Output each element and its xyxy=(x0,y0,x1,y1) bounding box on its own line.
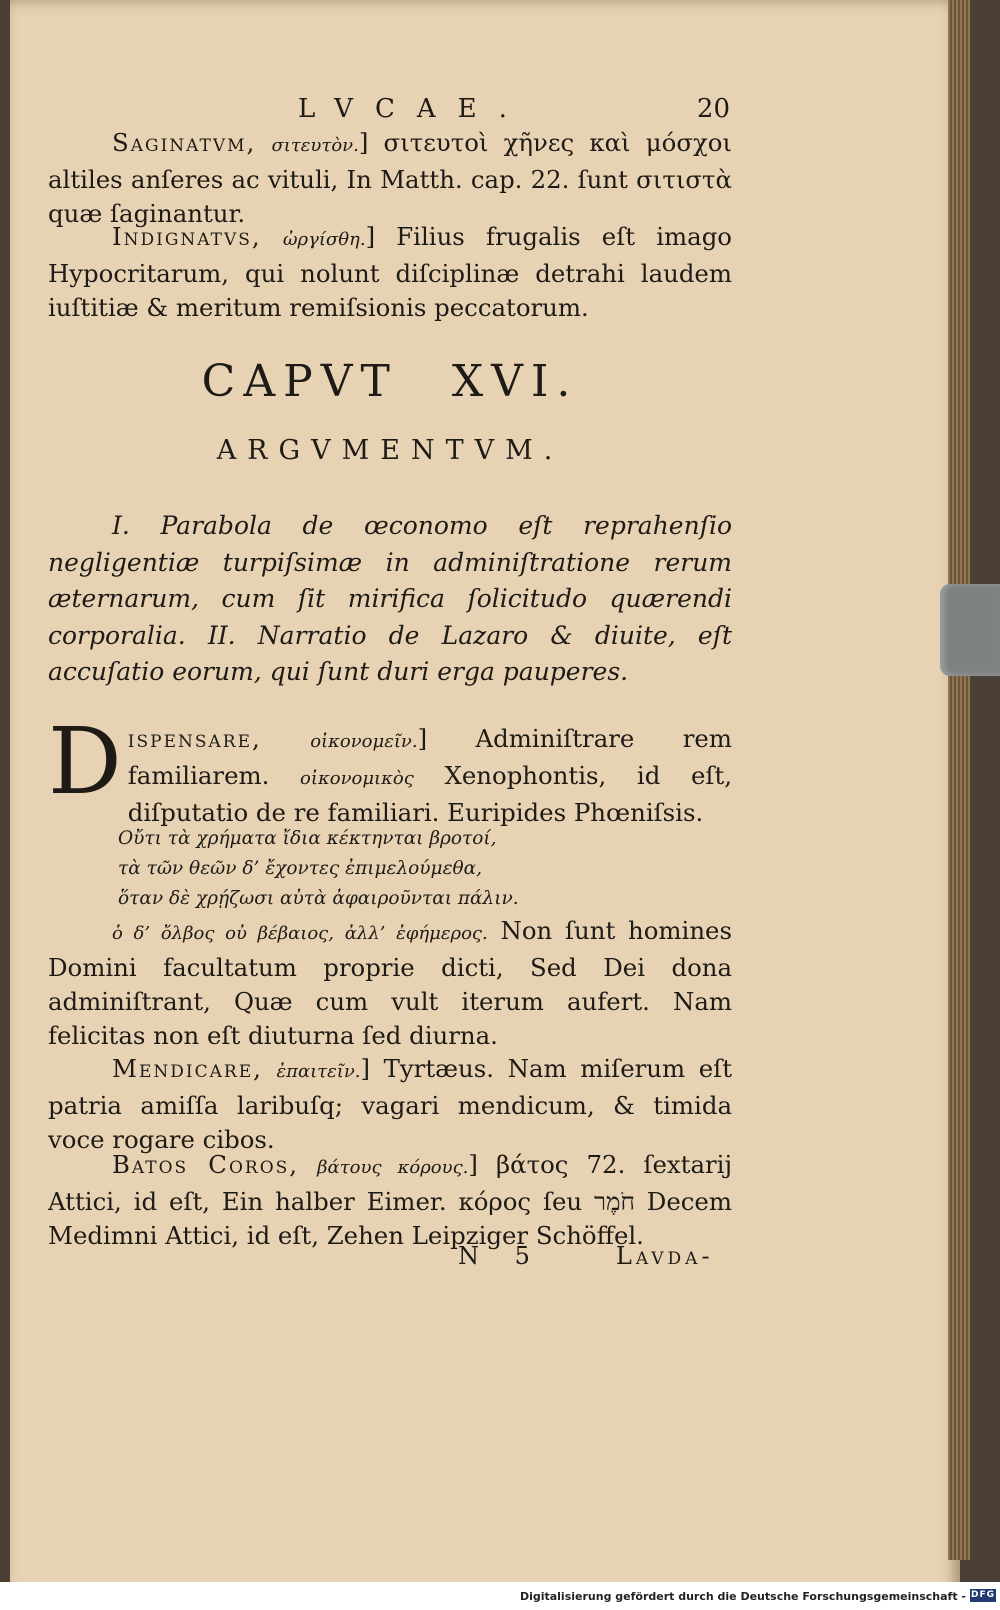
running-head xyxy=(48,94,732,124)
argument-heading: ARGVMENTVM. xyxy=(216,435,564,466)
chapter-word: CAPVT xyxy=(201,356,398,407)
paragraph-mendicare xyxy=(48,1052,732,1157)
paragraph-text: ] Tyrtæus. Nam miſerum eſt patria amiſſa laribuſq; vagari mendicum, & timida voce rogare cibos. xyxy=(48,1054,732,1154)
paragraph-text: Xenophontis, id eſt, diſputatio de re familiari. Euripides Phœniſsis. xyxy=(127,761,732,827)
lemma: ispensare, xyxy=(127,724,262,753)
greek-verse-line: ὁ δ’ ὄλβος οὐ βέβαιος, ἀλλ’ ἐφήμερος. xyxy=(112,923,488,944)
drop-cap: D xyxy=(48,708,122,815)
greek-lemma: ἐπαιτεῖν. xyxy=(276,1061,361,1082)
book-clasp xyxy=(940,584,1000,676)
greek-lemma: οἰκονομεῖν. xyxy=(310,731,418,752)
paragraph-dispensare xyxy=(48,708,732,830)
signature-mark: N 5 xyxy=(458,1242,544,1270)
folio-number: 20 xyxy=(696,94,730,124)
paragraph-batos-coros xyxy=(48,1148,732,1253)
page-edge-stack xyxy=(948,0,970,1560)
chapter-number: XVI. xyxy=(451,356,579,407)
digitization-footer xyxy=(0,1582,1000,1610)
verse-line: τὰ τῶν θεῶν δ’ ἔχοντες ἐπιμελούμεθα, xyxy=(118,858,483,879)
page-foot xyxy=(48,1242,732,1270)
paragraph-text: Non ſunt homines Domini facultatum proprie dicti, Sed Dei dona adminiſtrant, Quæ cum vult iterum aufert. Nam felicitas non eſt diuturna ſed diurna. xyxy=(48,916,732,1050)
greek-lemma: βάτους κόρους. xyxy=(317,1157,469,1178)
verse-line: Οὔτι τὰ χρήματα ἴδια κέκτηνται βροτοί, xyxy=(118,828,497,849)
lemma: Indignatvs, xyxy=(112,222,262,251)
verse-line: ὅταν δὲ χρῄζωσι αὐτὰ ἀφαιροῦνται πάλιν. xyxy=(118,888,519,909)
paragraph-text: ] Adminiſtrare rem familiarem. xyxy=(127,724,732,790)
lemma: Batos Coros, xyxy=(112,1150,300,1179)
paragraph-text: ] σιτευτοὶ χῆνες καὶ μόσχοι altiles anſeres ac vituli, In Matth. cap. 22. ſunt σιτιστὰ quæ ſaginantur. xyxy=(48,128,732,228)
paragraph-euripides-gloss xyxy=(48,914,732,1053)
paragraph-text: ] βάτος 72. ſextarij Attici, id eſt, Ein halber Eimer. κόρος ſeu חֹמֶר Decem Medimni Attici, id eſt, Zehen Leipziger Schöffel. xyxy=(48,1150,733,1250)
book-page xyxy=(10,0,960,1600)
argument-text: I. Parabola de œconomo eſt reprahenſio negligentiæ turpiſsimæ in adminiſtratione rerum æternarum, cum ſit mirifica ſolicitudo quærendi corporalia. II. Narratio de Lazaro & diuite, eſt accuſatio eorum, qui ſunt duri erga pauperes. xyxy=(48,511,732,686)
paragraph-indignatus xyxy=(48,220,732,325)
dfg-logo-icon: DFG xyxy=(970,1590,995,1600)
running-title: LVCAE. xyxy=(298,94,529,124)
lemma: Saginatvm, xyxy=(112,128,257,157)
footer-credit: Digitalisierung gefördert durch die Deutsche Forschungsgemeinschaft - xyxy=(519,1590,966,1603)
chapter-heading xyxy=(48,356,732,407)
greek-lemma: ὠργίσθη. xyxy=(282,229,366,250)
greek-verse xyxy=(118,824,718,914)
paragraph-text: ] Filius frugalis eſt imago Hypocritarum, qui nolunt diſciplinæ detrahi laudem iuſtitiæ & meritum remiſsionis peccatorum. xyxy=(48,222,732,322)
greek-word: οἰκονομικὸς xyxy=(300,768,414,789)
lemma: Mendicare, xyxy=(112,1054,263,1083)
catchword: Lavda- xyxy=(615,1242,714,1270)
paragraph-saginatum xyxy=(48,126,732,231)
greek-lemma: σιτευτὸν. xyxy=(271,135,359,156)
